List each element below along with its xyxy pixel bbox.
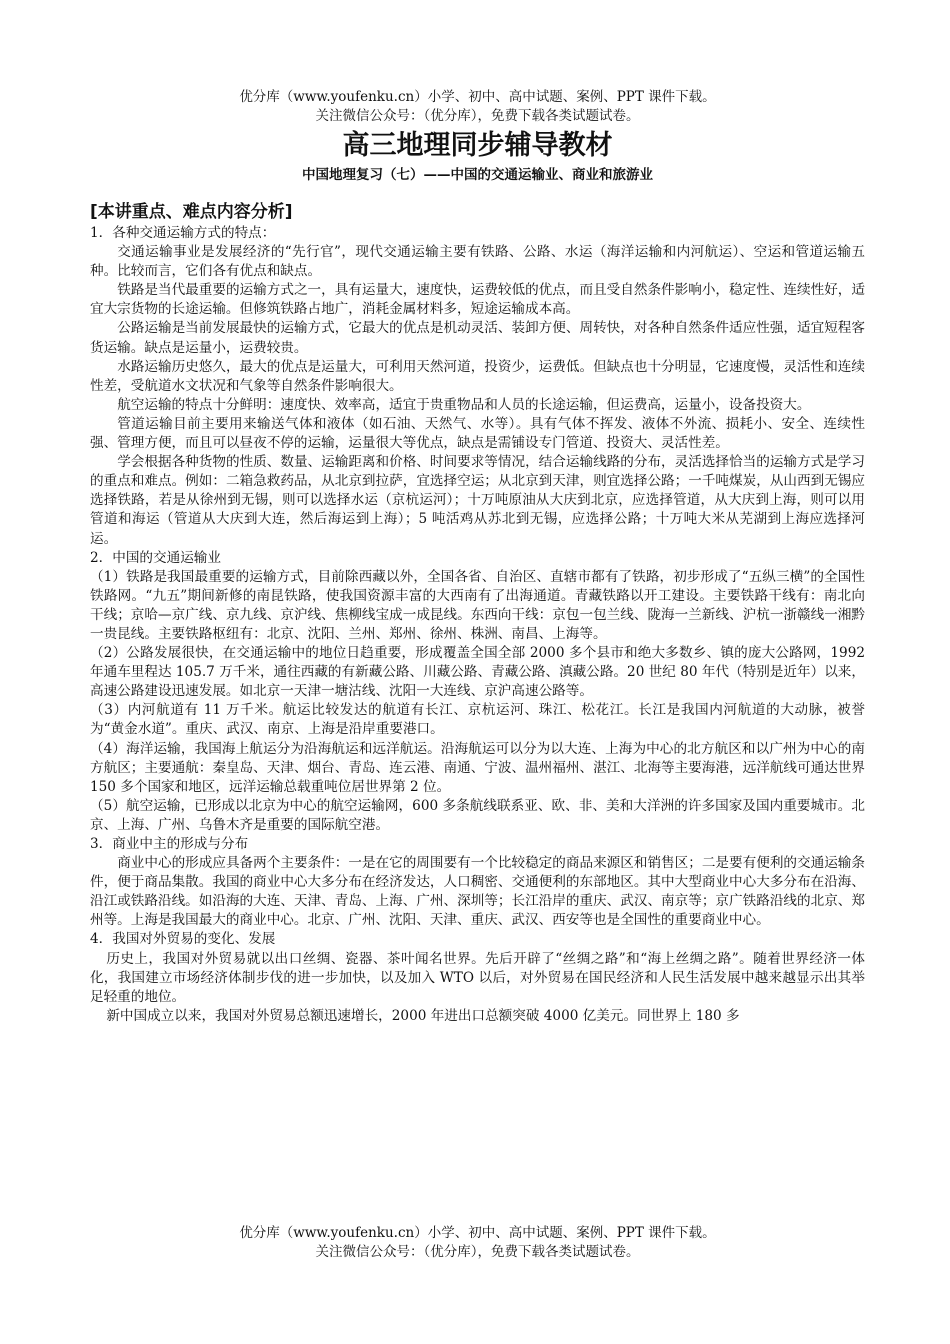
document-title: 高三地理同步辅导教材 [342, 130, 613, 161]
page-footer [90, 1224, 865, 1262]
paragraph: （2）公路发展很快，在交通运输中的地位日趋重要，形成覆盖全国全部 2000 多个县市和绝大多数乡、镇的庞大公路网，1992 年通车里程达 105.7 万千米，通往西藏的有新藏公路、川藏公路、青藏公路、滇藏公路。20 世纪 80 年代（特别是近年）以来，高速公路建设迅速发展。如北京一天津一塘沽线、沈阳一大连线、京沪高速公路等。 [90, 645, 865, 700]
page-header [90, 88, 865, 126]
paragraph: 学会根据各种货物的性质、数量、运输距离和价格、时间要求等情况，结合运输线路的分布，灵活选择恰当的运输方式是学习的重点和难点。例如：二箱急救药品，从北京到拉萨，宜选择空运；从北京到天津，则宜选择公路；一千吨煤炭，从山西到无锡应选择铁路，若是从徐州到无锡，则可以选择水运（京杭运河）；十万吨原油从大庆到北京，应选择管道，从大庆到上海，则可以用管道和海运（管道从大庆到大连，然后海运到上海）；5 吨活鸡从苏北到无锡，应选择公路；十万吨大米从芜湖到上海应选择河运。 [90, 454, 865, 547]
paragraph: 铁路是当代最重要的运输方式之一，具有运量大，速度快，运费较低的优点，而且受自然条件影响小，稳定性、连续性好，适宜大宗货物的长途运输。但修筑铁路占地广，消耗金属材料多，短途运输成本高。 [90, 282, 865, 318]
section-heading: [本讲重点、难点内容分析] [90, 202, 293, 222]
item-heading-4: 4．我国对外贸易的变化、发展 [90, 931, 276, 948]
footer-line-2: 关注微信公众号：（优分库），免费下载各类试题试卷。 [315, 1244, 640, 1260]
paragraph: 公路运输是当前发展最快的运输方式，它最大的优点是机动灵活、装卸方便、周转快，对各种自然条件适应性强，适宜短程客货运输。缺点是运量小，运费较贵。 [90, 320, 865, 356]
item-heading-2: 2．中国的交通运输业 [90, 549, 221, 566]
paragraph: （1）铁路是我国最重要的运输方式，目前除西藏以外，全国各省、自治区、直辖市都有了铁路，初步形成了“五纵三横”的全国性铁路网。“九五”期间新修的南昆铁路，使我国资源丰富的大西南有了出海通道。青藏铁路以开工建设。主要铁路干线有：南北向干线；京哈—京广线、京九线、京沪线、焦柳线宝成一成昆线。东西向干线：京包一包兰线、陇海一兰新线、沪杭一浙赣线一湘黔一贵昆线。主要铁路枢纽有：北京、沈阳、兰州、郑州、徐州、株洲、南昌、上海等。 [90, 568, 865, 642]
paragraph: 水路运输历史悠久，最大的优点是运量大，可利用天然河道，投资少，运费低。但缺点也十分明显，它速度慢，灵活性和连续性差，受航道水文状况和气象等自然条件影响很大。 [90, 358, 865, 394]
document-subtitle: 中国地理复习（七）——中国的交通运输业、商业和旅游业 [302, 167, 653, 183]
footer-line-1: 优分库（www.youfenku.cn）小学、初中、高中试题、案例、PPT 课件下载。 [239, 1225, 716, 1241]
paragraph: （5）航空运输，已形成以北京为中心的航空运输网，600 多条航线联系亚、欧、非、美和大洋洲的许多国家及国内重要城市。北京、上海、广州、乌鲁木齐是重要的国际航空港。 [90, 797, 865, 833]
header-line-2: 关注微信公众号：（优分库），免费下载各类试题试卷。 [315, 108, 640, 124]
item-heading-3: 3．商业中主的形成与分布 [90, 836, 249, 852]
paragraph: 交通运输事业是发展经济的“先行官”，现代交通运输主要有铁路、公路、水运（海洋运输和内河航运）、空运和管道运输五种。比较而言，它们各有优点和缺点。 [90, 244, 865, 280]
header-line-1: 优分库（www.youfenku.cn）小学、初中、高中试题、案例、PPT 课件下载。 [239, 89, 716, 105]
paragraph: 管道运输目前主要用来输送气体和液体（如石油、天然气、水等）。具有气体不挥发、液体不外流、损耗小、安全、连续性强、管理方便，而且可以昼夜不停的运输，运量很大等优点，缺点是需铺设专门管道、投资大、灵活性差。 [90, 415, 865, 452]
paragraph: 航空运输的特点十分鲜明：速度快、效率高，适宜于贵重物品和人员的长途运输，但运费高，运量小，设备投资大。 [117, 396, 811, 413]
paragraph: 商业中心的形成应具备两个主要条件：一是在它的周围要有一个比较稳定的商品来源区和销售区；二是要有便利的交通运输条件，便于商品集散。我国的商业中心大多分布在经济发达，人口稠密、交通便利的东部地区。其中大型商业中心大多分布在沿海、沿江或铁路沿线。如沿海的大连、天津、青岛、上海、广州、深圳等；长江沿岸的重庆、武汉、南京等；京广铁路沿线的北京、郑州等。上海是我国最大的商业中心。北京、广州、沈阳、天津、重庆、武汉、西安等也是全国性的重要商业中心。 [90, 855, 865, 929]
item-heading-1: 1．各种交通运输方式的特点： [90, 225, 276, 241]
paragraph: 新中国成立以来，我国对外贸易总额迅速增长，2000 年进出口总额突破 4000 亿美元。同世界上 180 多 [106, 1007, 740, 1024]
paragraph: （4）海洋运输，我国海上航运分为沿海航运和远洋航运。沿海航运可以分为以大连、上海为中心的北方航区和以广州为中心的南方航区；主要通航：秦皇岛、天津、烟台、青岛、连云港、南通、宁波、温州福州、湛江、北海等主要海港，远洋航线可通达世界 150 多个国家和地区，远洋运输总载重吨位居世界第 2 位。 [90, 740, 865, 795]
document-page [90, 88, 865, 1026]
paragraph: （3）内河航道有 11 万千米。航运比较发达的航道有长江、京杭运河、珠江、松花江。长江是我国内河航道的大动脉，被誉为“黄金水道”。重庆、武汉、南京、上海是沿岸重要港口。 [90, 702, 865, 738]
paragraph: 历史上，我国对外贸易就以出口丝绸、瓷器、茶叶闻名世界。先后开辟了“丝绸之路”和“海上丝绸之路”。随着世界经济一体化，我国建立市场经济体制步伐的进一步加快，以及加入 WTO 以后，对外贸易在国民经济和人民生活发展中越来越显示出其举足轻重的地位。 [90, 950, 865, 1005]
